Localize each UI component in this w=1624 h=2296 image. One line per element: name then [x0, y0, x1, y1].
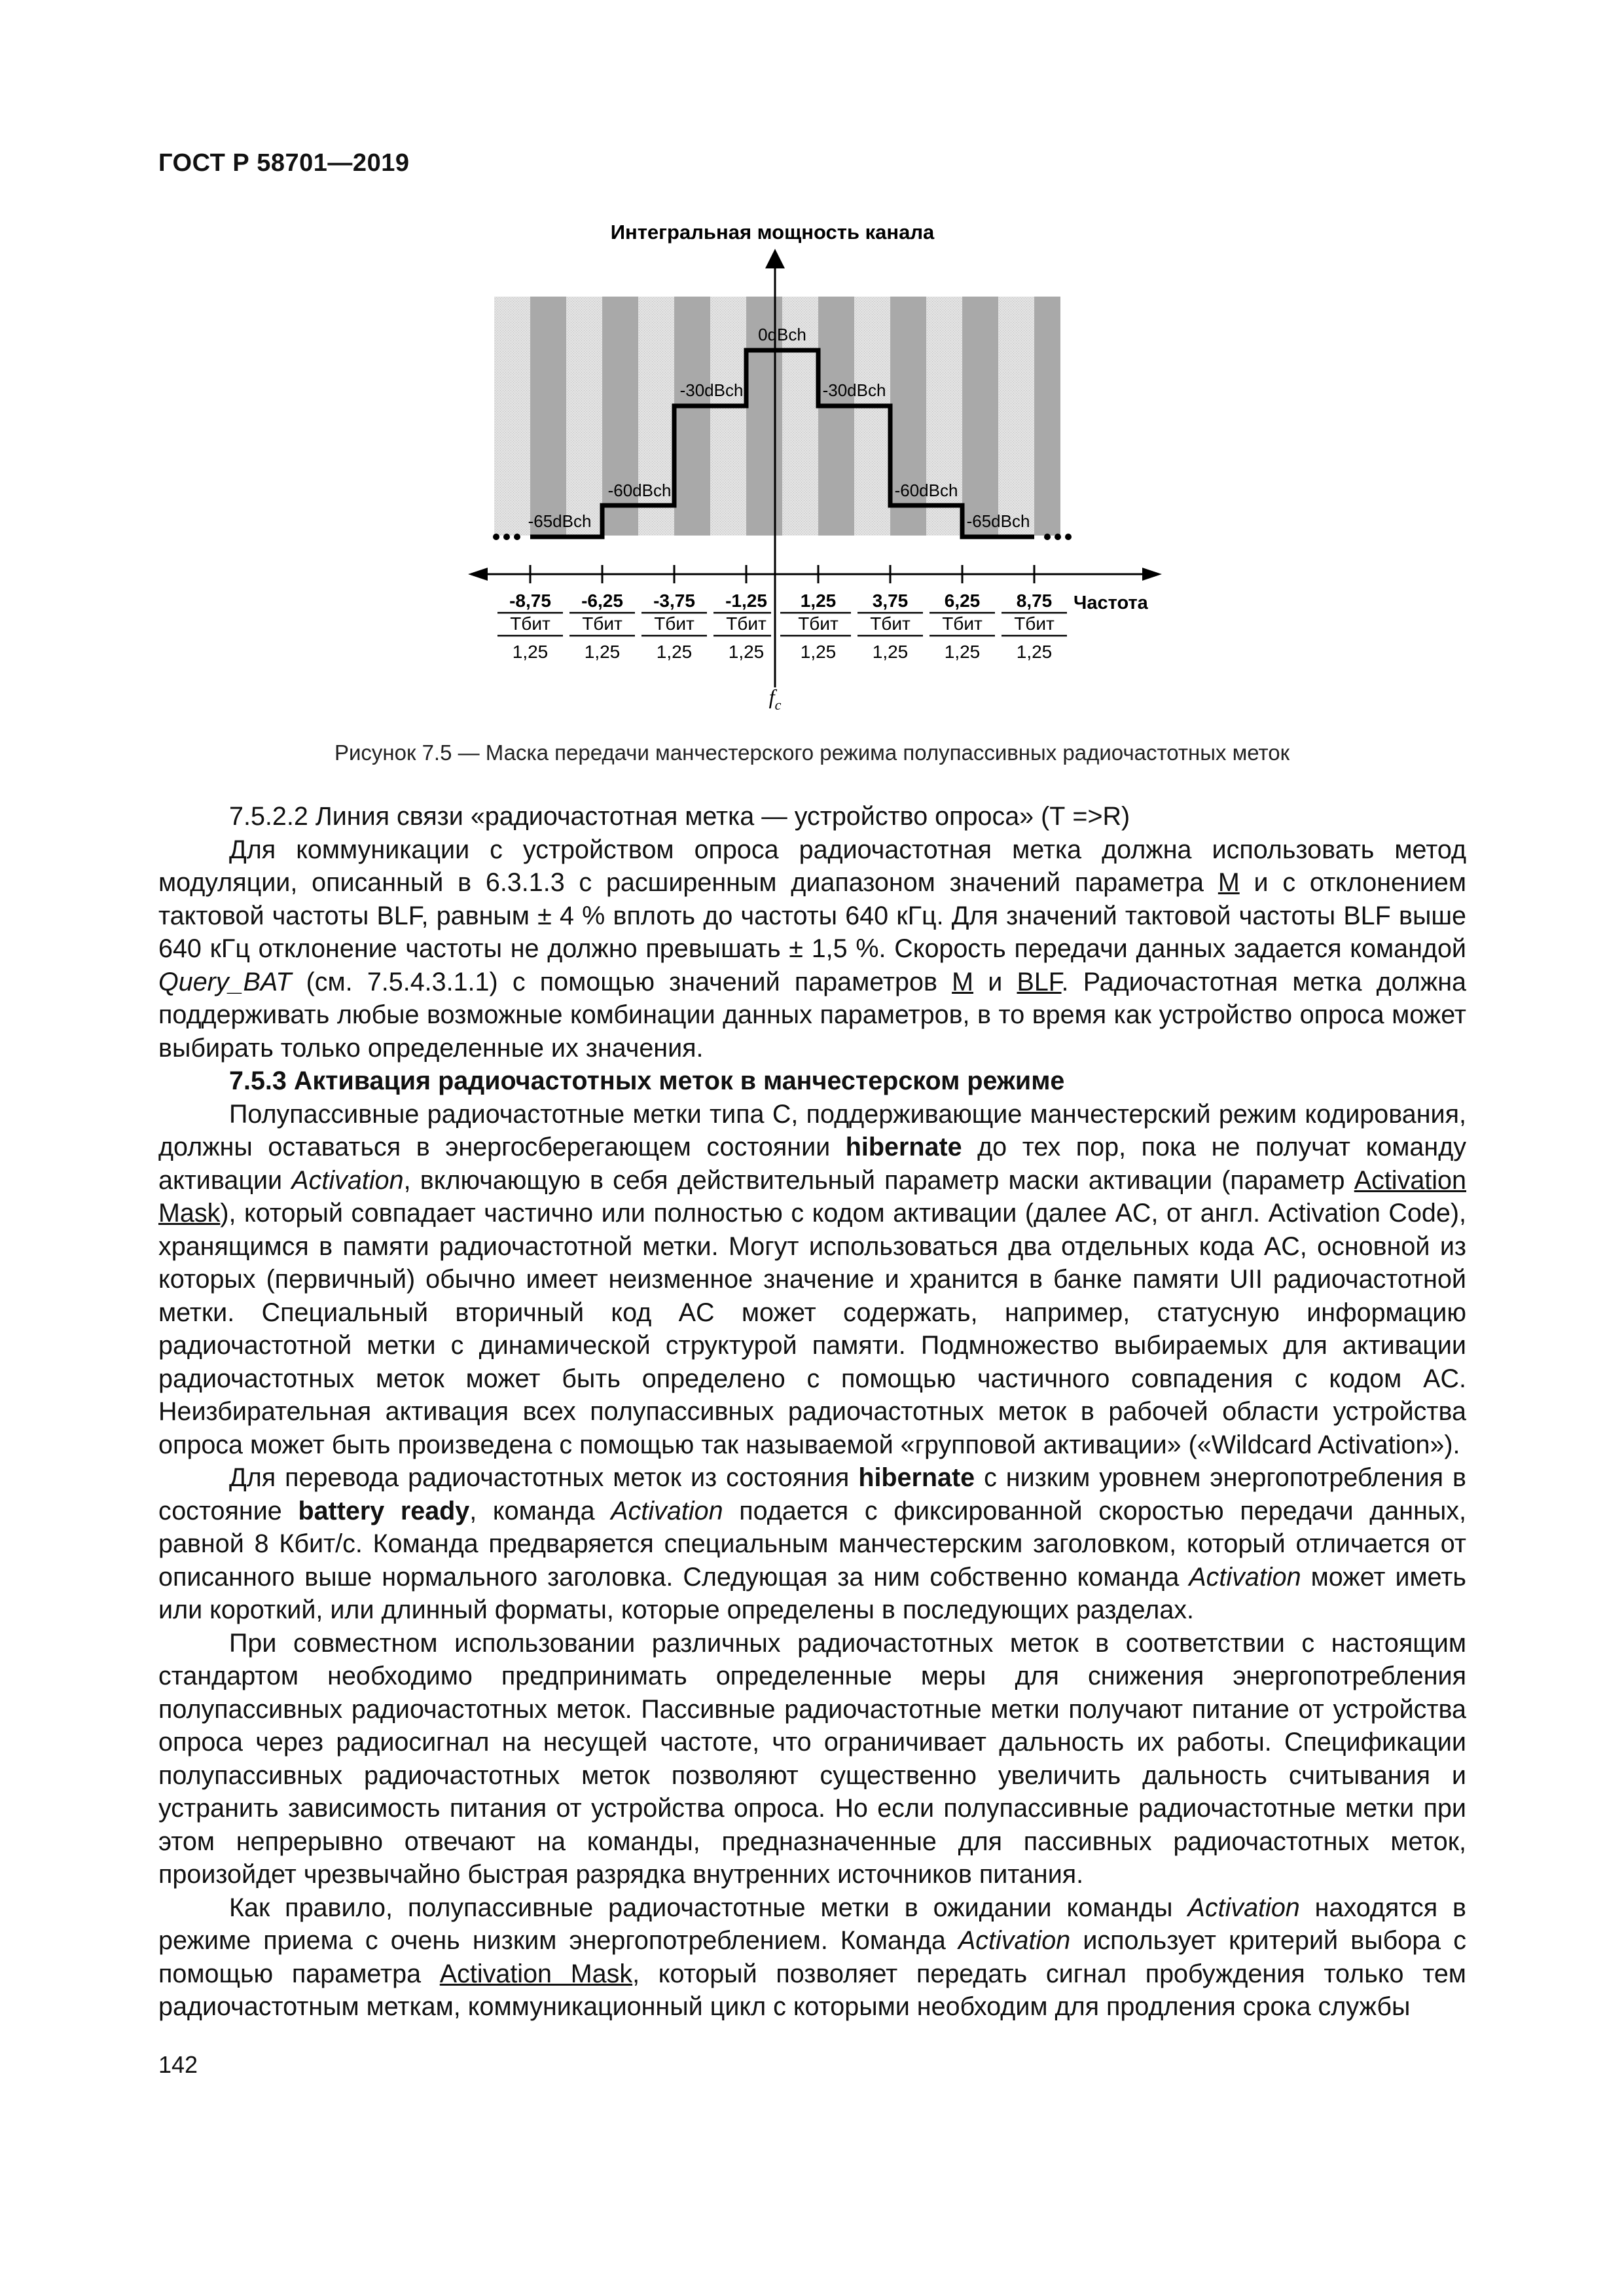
level-label-minus60-left: -60dBch: [607, 481, 672, 500]
level-label-minus65-right: -65dBch: [966, 511, 1030, 531]
level-label-minus30-left: -30dBch: [679, 380, 744, 400]
carrier-frequency-label: $f_c$: [768, 685, 782, 713]
tick-label-den: 1,25: [512, 642, 549, 662]
paragraph: Для коммуникации с устройством опроса радиочастотная метка должна использовать метод модуляции, описанный в 6.3.1.3 с расширенным диапазоном значений параметра M и с отклонением тактовой частоты BLF, равным ± 4 % вплоть до частоты 640 кГц. Для значений тактовой частоты BLF выше 640 кГц отклонение частоты не должно превышать ± 1,5 %. Скорость передачи данных задается командой Query_BAT (см. 7.5.4.3.1.1) с помощью значений параметров M и BLF. Радиочастотная метка должна поддерживать любые возможные комбинации данных параметров, в то время как устройство опроса может выбирать только определенные их значения.: [158, 835, 1467, 1063]
tick-label-unit: Тбит: [510, 613, 550, 634]
tick-label-num: 3,75: [872, 591, 909, 611]
tick-label-den: 1,25: [656, 642, 693, 662]
page-number: 142: [158, 2051, 198, 2078]
tick-label-unit: Тбит: [942, 613, 983, 634]
tick-label-den: 1,25: [872, 642, 909, 662]
tick-label-num: -1,25: [725, 591, 767, 611]
figure-caption: Рисунок 7.5 — Маска передачи манчестерского режима полупассивных радиочастотных меток: [334, 740, 1290, 765]
tick-label-unit: Тбит: [726, 613, 767, 634]
level-label-0dbch: 0dBch: [758, 325, 806, 344]
section-heading: 7.5.3 Активация радиочастотных меток в манчестерском режиме: [229, 1066, 1065, 1095]
tick-label-num: 1,25: [800, 591, 837, 611]
tick-label-den: 1,25: [584, 642, 621, 662]
paragraph: При совместном использовании различных радиочастотных меток в соответствии с настоящим стандартом необходимо предпринимать определенные меры для снижения энергопотребления полупассивных радиочастотных меток. Пассивные радиочастотные метки получают питание от устройства опроса через радиосигнал на несущей частоте, что ограничивает дальность их работы. Спецификации полупассивных радиочастотных меток позволяют существенно увеличить дальность считывания и устранить зависимость питания от устройства опроса. Но если полупассивные радиочастотные метки при этом непрерывно отвечают на команды, предназначенные для пассивных радиочастотных меток, произойдет чрезвычайно быстрая разрядка внутренних источников питания.: [158, 1628, 1466, 1889]
tick-label-unit: Тбит: [798, 613, 839, 634]
paragraph: Полупассивные радиочастотные метки типа C, поддерживающие манчестерский режим кодирования, должны оставаться в энергосберегающем состоянии hibernate до тех пор, пока не получат команду активации Activation, включающую в себя действительный параметр маски активации (параметр Activation Mask), который совпадает частично или полностью с кодом активации (далее AC, от англ. Activation Code), хранящимся в памяти радиочастотной метки. Могут использоваться два отдельных кода AC, основной из которых (первичный) обычно имеет неизменное значение и хранится в банке памяти UII радиочастотной метки. Специальный вторичный код AC может содержать, например, статусную информацию радиочастотной метки с динамической структурой памяти. Подмножество выбираемых для активации радиочастотных меток может быть определено с помощью частичного совпадения с кодом AC. Неизбирательная активация всех полупассивных радиочастотных меток в рабочей области устройства опроса может быть произведена с помощью так называемой «групповой активации» («Wildcard Activation»).: [158, 1099, 1466, 1459]
tick-label-num: -3,75: [653, 591, 695, 611]
tick-label-num: 6,25: [944, 591, 981, 611]
tick-label-unit: Тбит: [1014, 613, 1055, 634]
transmit-mask-figure: [419, 223, 1204, 727]
subsection-title: 7.5.2.2 Линия связи «радиочастотная метка — устройство опроса» (Т =>R): [229, 802, 1130, 831]
frequency-axis-right-arrow: [1142, 568, 1162, 581]
x-axis-label: Частота: [1074, 592, 1148, 613]
paragraph: Для перевода радиочастотных меток из состояния hibernate с низким уровнем энергопотребления в состояние battery ready, команда Activation подается с фиксированной скоростью передачи данных, равной 8 Кбит/с. Команда предваряется специальным манчестерским заголовком, который отличается от описанного выше нормального заголовка. Следующая за ним собственно команда Activation может иметь или короткий, или длинный форматы, которые определены в последующих разделах.: [158, 1463, 1466, 1624]
level-label-minus65-left: -65dBch: [528, 511, 592, 531]
tick-label-den: 1,25: [728, 642, 765, 662]
tick-label-num: -8,75: [509, 591, 551, 611]
tick-label-den: 1,25: [944, 642, 981, 662]
tick-label-unit: Тбит: [870, 613, 911, 634]
frequency-axis-left-arrow: [468, 568, 488, 581]
level-label-minus60-right: -60dBch: [894, 481, 958, 500]
level-label-minus30-right: -30dBch: [822, 380, 886, 400]
tick-label-den: 1,25: [1016, 642, 1053, 662]
document-header: ГОСТ Р 58701—2019: [158, 149, 410, 177]
document-body: [158, 800, 1466, 2024]
tick-label-num: -6,25: [581, 591, 623, 611]
tick-label-unit: Тбит: [654, 613, 695, 634]
tick-label-den: 1,25: [800, 642, 837, 662]
tick-label-num: 8,75: [1016, 591, 1053, 611]
figure-title: Интегральная мощность канала: [610, 223, 935, 244]
paragraph: Как правило, полупассивные радиочастотные метки в ожидании команды Activation находятся в режиме приема с очень низким энергопотреблением. Команда Activation использует критерий выбора с помощью параметра Activation Mask, который позволяет передать сигнал пробуждения только тем радиочастотным меткам, коммуникационный цикл с которыми необходим для продления срока службы: [158, 1893, 1466, 2021]
tick-label-unit: Тбит: [582, 613, 623, 634]
